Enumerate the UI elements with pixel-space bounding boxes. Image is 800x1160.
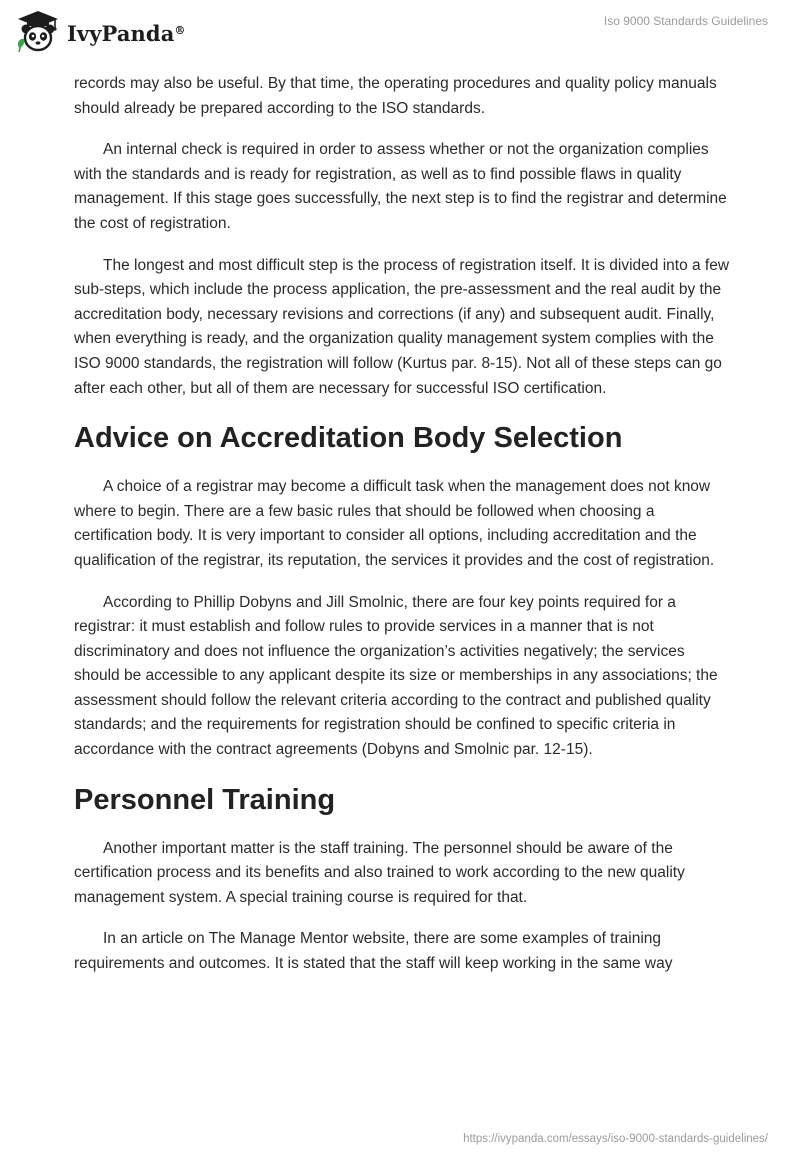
section-heading-accreditation: Advice on Accreditation Body Selection [74, 422, 623, 455]
paragraph: A choice of a registrar may become a difficult task when the management does not know where to begin. There are a few basic rules that should be followed when choosing a certification body. It is very important to consider all options, including accreditation and the qualification of the registrar, its reputation, the services it provides and the cost of registration. [74, 478, 715, 569]
panda-graduate-icon [14, 8, 62, 56]
document-title: Iso 9000 Standards Guidelines [603, 14, 768, 28]
essay-body [74, 72, 734, 994]
registered-mark: ® [174, 23, 186, 37]
source-url[interactable]: https://ivypanda.com/essays/iso-9000-standards-guidelines/ [463, 1133, 768, 1145]
paragraph: In an article on The Manage Mentor website, there are some examples of training requirements and outcomes. It is stated that the staff will keep working in the same way [74, 930, 673, 973]
paragraph: Another important matter is the staff training. The personnel should be aware of the certification process and its benefits and also trained to work according to the new quality management system. A special training course is required for that. [74, 839, 685, 906]
page-header [0, 0, 800, 66]
paragraph: An internal check is required in order to assess whether or not the organization complies with the standards and is ready for registration, as well as to find possible flaws in quality management. If this stage goes successfully, the next step is to find the registrar and determine the cost of registration. [74, 141, 727, 232]
ivypanda-logo[interactable] [14, 8, 186, 56]
paragraph: According to Phillip Dobyns and Jill Smolnic, there are four key points required for a registrar: it must establish and follow rules to provide services in a manner that is not discriminatory and does not influence the organization’s activities negatively; the services should be accessible to any applicant despite its size or memberships in any associations; the assessment should follow the relevant criteria according to the contract and published quality standards; and the requirements for registration should be confined to specific criteria in accordance with the contract agreements (Dobyns and Smolnic par. 12-15). [74, 593, 718, 759]
paragraph: The longest and most difficult step is the process of registration itself. It is divided into a few sub-steps, which include the process application, the pre-assessment and the real audit by the accreditation body, necessary revisions and corrections (if any) and subsequent audit. Finally, when everything is ready, and the organization quality management system complies with the ISO 9000 standards, the registration will follow (Kurtus par. 8-15). Not all of these steps can go after each other, but all of them are necessary for successful ISO certification. [74, 256, 730, 397]
section-heading-training: Personnel Training [74, 783, 336, 816]
logo-name: IvyPanda [67, 20, 175, 46]
logo-wordmark [67, 21, 186, 46]
paragraph: records may also be useful. By that time, the operating procedures and quality policy manuals should already be prepared according to the ISO standards. [74, 75, 717, 117]
